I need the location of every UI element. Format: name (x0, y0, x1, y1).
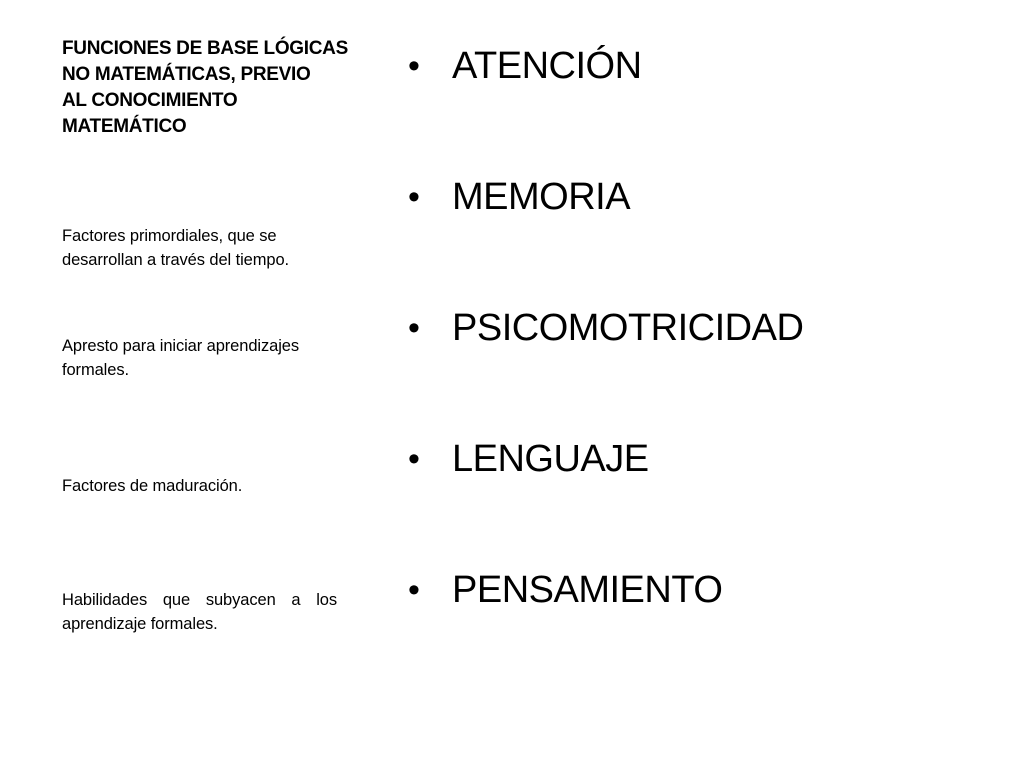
bullet-icon: • (408, 47, 420, 85)
bullet-item-memoria (408, 169, 988, 225)
heading-line: NO MATEMÁTICAS, PREVIO (62, 64, 311, 85)
bullet-item-atencion (408, 38, 988, 94)
note-line: Habilidades que subyacen a los (62, 591, 337, 609)
bullet-icon: • (408, 440, 420, 478)
bullet-item-psicomotricidad (408, 300, 988, 356)
bullet-label: ATENCIÓN (452, 45, 642, 87)
note-underlying-skills (62, 588, 337, 636)
bullet-item-pensamiento (408, 562, 988, 618)
bullet-label: LENGUAJE (452, 438, 649, 480)
slide-heading (62, 36, 392, 140)
bullet-item-lenguaje (408, 431, 988, 487)
bullet-icon: • (408, 309, 420, 347)
heading-line: MATEMÁTICO (62, 116, 187, 137)
note-readiness: Apresto para iniciar aprendizajes formales. (62, 337, 299, 379)
note-maturation-factors: Factores de maduración. (62, 477, 243, 495)
heading-line: FUNCIONES DE BASE LÓGICAS (62, 38, 348, 59)
bullet-icon: • (408, 178, 420, 216)
note-line: aprendizaje formales. (62, 615, 218, 633)
heading-line: AL CONOCIMIENTO (62, 90, 238, 111)
bullet-icon: • (408, 571, 420, 609)
bullet-label: PSICOMOTRICIDAD (452, 307, 804, 349)
bullet-label: MEMORIA (452, 176, 631, 218)
note-primordial-factors: Factores primordiales, que se desarrollan a través del tiempo. (62, 227, 290, 269)
bullet-label: PENSAMIENTO (452, 569, 723, 611)
